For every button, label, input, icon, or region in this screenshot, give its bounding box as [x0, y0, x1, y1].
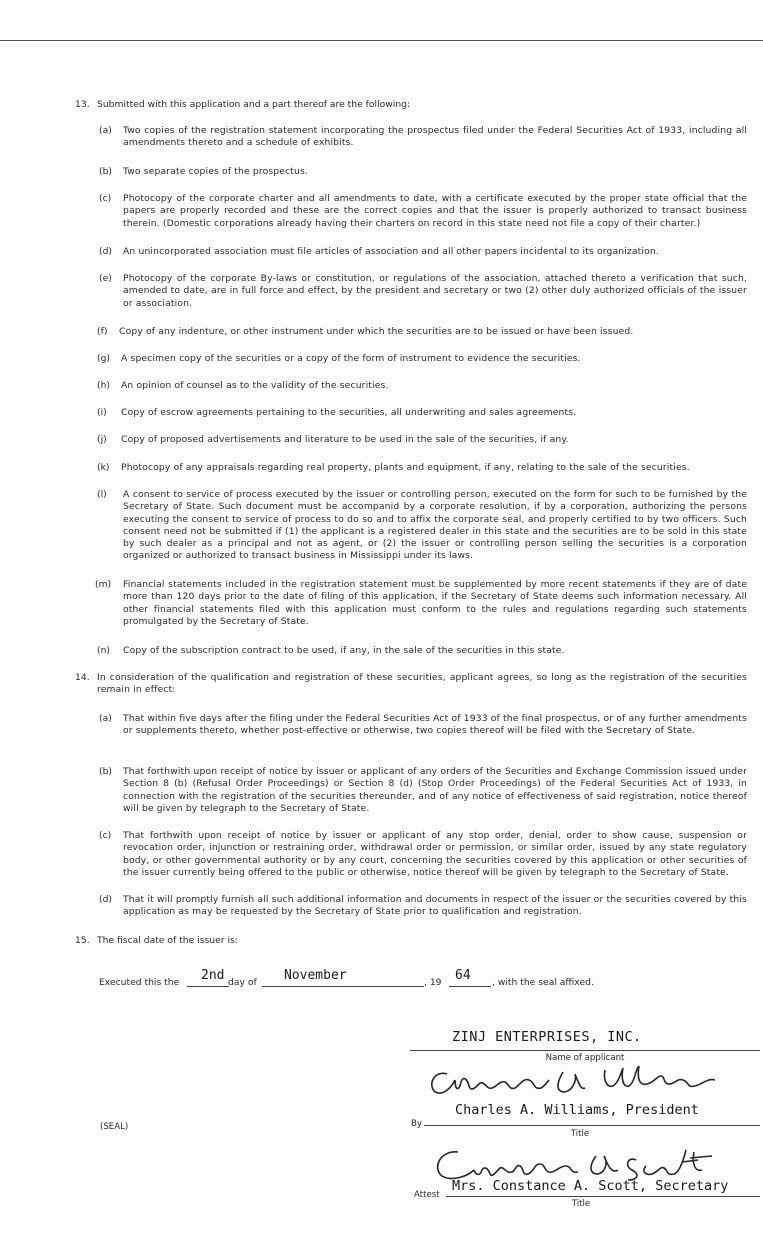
item-14b-label: (b) — [99, 766, 113, 777]
section-15-number: 15. — [75, 935, 90, 946]
item-13b-text: Two separate copies of the prospectus. — [123, 166, 309, 177]
item-13m-text: Financial statements included in the registration statement must be supplemented by more recent statements if they are of date more than 120 days prior to the date of filing of this application, if the Secretary of State deems such information necessary. All other financial statements filed with this application must conform to the rules and regulations regarding such statements promulgated by the Secretary of State. — [123, 579, 747, 627]
item-13j-label: (j) — [97, 434, 107, 445]
item-13g-label: (g) — [97, 353, 111, 364]
charles-williams-signature — [425, 1062, 725, 1100]
item-13h-text: An opinion of counsel as to the validity of the securities. — [121, 380, 389, 391]
item-13d-label: (d) — [99, 246, 113, 257]
execution-day: 2nd — [201, 968, 225, 983]
item-14d-text: That it will promptly furnish all such additional information and documents in respect of the issuer or the securities covered by this application as may be requested by the Secretary of State prior to qualification and registration. — [123, 894, 747, 918]
item-13d-text: An unincorporated association must file articles of association and all other papers incidental to its organization. — [123, 246, 659, 257]
execution-year: 64 — [455, 968, 471, 983]
title-caption-2: Title — [571, 1199, 591, 1209]
item-13f-label: (f) — [97, 326, 108, 337]
signer-line — [424, 1125, 760, 1126]
section-15-text: The fiscal date of the issuer is: — [97, 935, 238, 946]
item-14c-label: (c) — [99, 830, 112, 841]
item-13i-label: (i) — [97, 407, 107, 418]
item-13l-text: A consent to service of process executed by the issuer or controlling person, executed on the form for such to be furnished by the Secretary of State. Such document must be accompanid by a corporate resolution, if by a corporation, authorizing the persons executing the consent to service of process to do so and to affix the corporate seal, and properly certified to by two officers. Such consent need not be submitted if (1) the applicant is a registered dealer in this state and the securities are to be sold in this state by such dealer as a principal and not as agent, or (2) the issuer or controlling person selling the securities is a corporation organized or authorized to transact business in Mississippi under its laws. — [123, 489, 747, 562]
item-13l-label: (l) — [97, 489, 107, 500]
item-14b-text: That forthwith upon receipt of notice by issuer or applicant of any orders of the Securities and Exchange Commission issued under Section 8 (b) (Refusal Order Proceedings) or Section 8 (d) (Stop Order Proceedings) of the Federal Securities Act of 1933, in connection with the registration of the securities thereunder, and of any notice of effectiveness of said registration, notice thereof will be given by telegraph to the Secretary of State. — [123, 766, 747, 814]
item-13j-text: Copy of proposed advertisements and literature to be used in the sale of the securities, if any. — [121, 434, 569, 445]
top-rule — [0, 40, 763, 41]
item-13c-label: (c) — [99, 193, 112, 204]
item-13f-text: Copy of any indenture, or other instrument under which the securities are to be issued or have been issued. — [119, 326, 634, 337]
section-14-intro: In consideration of the qualification and registration of these securities, applicant agrees, so long as the registration of the securities remain in effect: — [97, 672, 747, 696]
item-14d-label: (d) — [99, 894, 113, 905]
execution-year-prefix: , 19 — [424, 977, 442, 988]
item-13a-label: (a) — [99, 125, 112, 136]
applicant-name-line — [410, 1050, 760, 1051]
by-label: By — [411, 1119, 422, 1129]
item-13i-text: Copy of escrow agreements pertaining to the securities, all underwriting and sales agreements. — [121, 407, 577, 418]
item-14a-label: (a) — [99, 713, 112, 724]
section-13-intro: Submitted with this application and a part thereof are the following: — [97, 99, 411, 110]
item-13n-label: (n) — [97, 645, 110, 656]
applicant-caption: Name of applicant — [545, 1053, 625, 1063]
item-14c-text: That forthwith upon receipt of notice by issuer or applicant of any stop order, denial, order to show cause, suspension or revocation order, injunction or restraining order, withdrawal order or permission, or similar order, issued by any state regulatory body, or other governmental authority or by any court, concerning the securities covered by this application or other securities of the issuer currently being offered to the public or otherwise, notice thereof will be given by telegraph to the Secretary of State. — [123, 830, 747, 878]
year-fill-line — [449, 986, 491, 987]
execution-day-suffix: day of — [228, 977, 257, 988]
item-13k-label: (k) — [97, 462, 110, 473]
attest-title: Mrs. Constance A. Scott, Secretary — [452, 1178, 729, 1194]
day-fill-line — [187, 986, 229, 987]
signer-title: Charles A. Williams, President — [455, 1102, 699, 1118]
item-13e-label: (e) — [99, 273, 112, 284]
item-13n-text: Copy of the subscription contract to be used, if any, in the sale of the securities in this state. — [123, 645, 565, 656]
month-fill-line — [262, 986, 424, 987]
item-13b-label: (b) — [99, 166, 113, 177]
execution-prefix: Executed this the — [99, 977, 180, 988]
execution-month: November — [284, 968, 347, 983]
attest-label: Attest — [414, 1190, 440, 1200]
item-13a-text: Two copies of the registration statement incorporating the prospectus filed under the Federal Securities Act of 1933, including all amendments thereto and a schedule of exhibits. — [123, 125, 747, 149]
seal-label: (SEAL) — [100, 1122, 129, 1132]
execution-suffix: , with the seal affixed. — [492, 977, 594, 988]
item-13m-label: (m) — [95, 579, 112, 590]
title-caption-1: Title — [570, 1129, 590, 1139]
section-13-number: 13. — [75, 99, 90, 110]
item-13e-text: Photocopy of the corporate By-laws or constitution, or regulations of the association, attached thereto a verification that such, amended to date, are in full force and effect, by the president and secretary or two (2) other duly authorized officials of the issuer or association. — [123, 273, 747, 309]
section-14-number: 14. — [75, 672, 90, 683]
item-13h-label: (h) — [97, 380, 110, 391]
attest-line — [446, 1196, 760, 1197]
item-14a-text: That within five days after the filing under the Federal Securities Act of 1933 of the final prospectus, or of any further amendments or supplements thereto, whether post-effective or otherwise, two copies thereof will be filed with the Secretary of State. — [123, 713, 747, 737]
item-13g-text: A specimen copy of the securities or a copy of the form of instrument to evidence the securities. — [121, 353, 581, 364]
item-13k-text: Photocopy of any appraisals regarding real property, plants and equipment, if any, relating to the sale of the securities. — [121, 462, 690, 473]
item-13c-text: Photocopy of the corporate charter and all amendments to date, with a certificate executed by the proper state official that the papers are properly recorded and these are the correct copies and that the issuer is properly authorized to transact business therein. (Domestic corporations already having their charters on record in this state need not file a copy of their charter.) — [123, 193, 747, 229]
applicant-name: ZINJ ENTERPRISES, INC. — [452, 1029, 642, 1045]
